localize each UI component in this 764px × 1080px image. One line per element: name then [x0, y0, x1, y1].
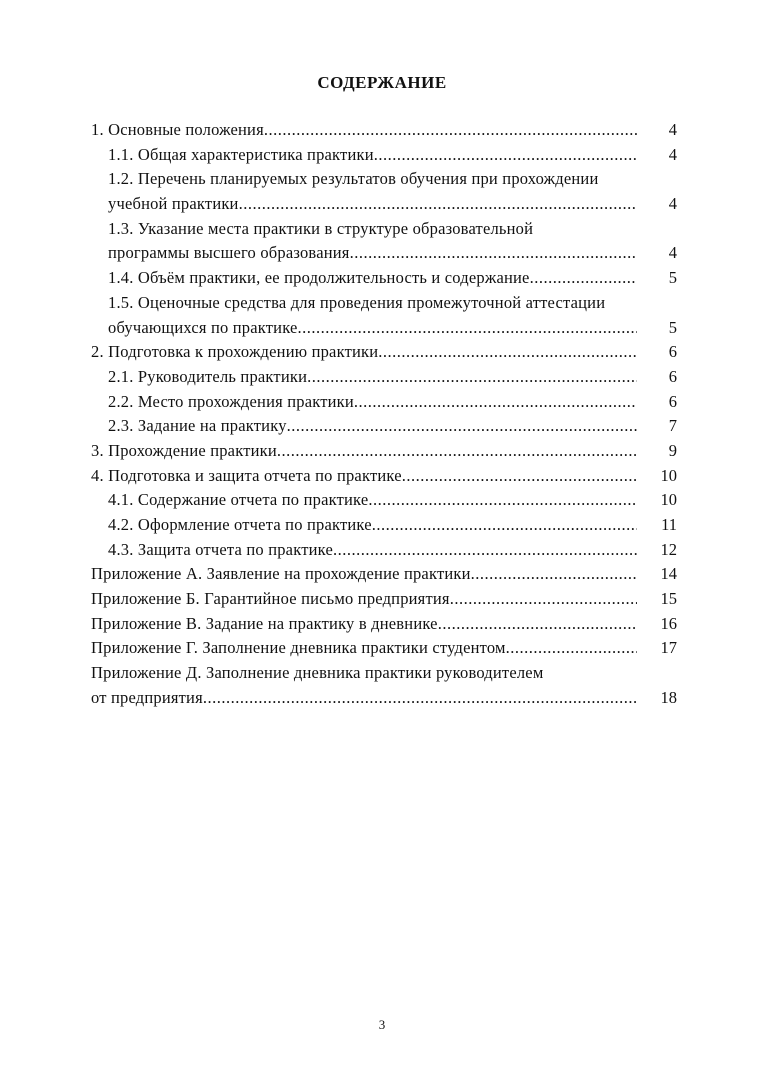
toc-entry	[91, 587, 677, 612]
toc-entry-page: 7	[637, 414, 677, 439]
toc-entry-line	[91, 414, 677, 439]
toc-entry	[91, 390, 677, 415]
toc-entry-line	[91, 217, 677, 242]
toc-entry-page: 14	[637, 562, 677, 587]
toc-entry-line	[91, 241, 677, 266]
toc-entry-page: 10	[637, 488, 677, 513]
toc-entry-title: 2.2. Место прохождения практики	[108, 391, 354, 411]
toc-entry-page: 5	[637, 316, 677, 341]
toc-entry	[91, 661, 677, 710]
toc-entry-line	[91, 661, 677, 686]
toc-entry-title: 4.2. Оформление отчета по практике	[108, 515, 372, 534]
toc-entry-title: 1. Основные положения	[91, 120, 264, 139]
toc-entry-line	[91, 686, 677, 711]
toc-entry-page: 4	[637, 143, 677, 168]
toc-entry-page: 9	[637, 439, 677, 464]
toc-entry	[91, 118, 677, 143]
toc-entry-page: 6	[637, 340, 677, 365]
toc-entry-line	[91, 612, 677, 637]
toc-entry	[91, 167, 677, 216]
page-number: 3	[378, 1017, 386, 1032]
toc-entry-line	[91, 192, 677, 217]
toc-entry-line	[91, 340, 677, 365]
table-of-contents	[91, 118, 677, 711]
toc-entry	[91, 488, 677, 513]
toc-entry-title: 1.5. Оценочные средства для проведения промежуточной аттестации	[108, 292, 606, 312]
toc-entry-title: 1.3. Указание места практики в структуре образовательной	[108, 218, 534, 238]
toc-entry	[91, 365, 677, 390]
toc-entry	[91, 143, 677, 168]
toc-entry-title: 4. Подготовка и защита отчета по практике	[91, 465, 402, 485]
toc-entry-page: 4	[637, 241, 677, 266]
toc-entry-title: 4.1. Содержание отчета по практике	[108, 490, 369, 510]
toc-entry	[91, 414, 677, 439]
toc-entry-title: 2. Подготовка к прохождению практики	[91, 342, 379, 362]
toc-entry	[91, 538, 677, 563]
toc-entry	[91, 217, 677, 266]
toc-entry-line	[91, 636, 677, 661]
toc-entry-page: 15	[637, 587, 677, 612]
toc-entry-line	[91, 439, 677, 464]
toc-entry-page: 11	[637, 513, 677, 538]
toc-entry-title: Приложение Б. Гарантийное письмо предприятия	[91, 589, 450, 609]
toc-entry-title: программы высшего образования	[108, 243, 350, 263]
toc-entry-title: Приложение В. Задание на практику в дневнике	[91, 613, 438, 633]
toc-entry-page: 4	[637, 118, 677, 143]
toc-entry-line	[91, 562, 677, 587]
toc-entry-page: 10	[637, 464, 677, 489]
toc-entry-line	[91, 167, 677, 192]
toc-entry-line	[91, 365, 677, 390]
toc-entry	[91, 612, 677, 637]
toc-entry-page: 18	[637, 686, 677, 711]
toc-entry-page: 4	[637, 192, 677, 217]
toc-entry-title: учебной практики	[108, 194, 239, 214]
toc-entry-title: 4.3. Защита отчета по практике	[108, 539, 333, 559]
toc-entry	[91, 439, 677, 464]
toc-entry-title: 1.2. Перечень планируемых результатов обучения при прохождении	[108, 169, 599, 189]
toc-entry-title: 3. Прохождение практики	[91, 440, 277, 460]
toc-entry-page: 16	[637, 612, 677, 637]
toc-entry-title: 2.1. Руководитель практики	[108, 366, 308, 386]
toc-entry-line	[91, 266, 677, 291]
toc-entry-title: 1.1. Общая характеристика практики	[108, 144, 374, 164]
toc-entry-title: обучающихся по практике	[108, 317, 298, 337]
toc-entry-page: 12	[637, 538, 677, 563]
toc-entry-line	[91, 390, 677, 415]
toc-entry	[91, 340, 677, 365]
toc-entry-title: Приложение А. Заявление на прохождение практики	[91, 564, 471, 584]
toc-entry-title: 1.4. Объём практики, ее продолжительность и содержание	[108, 268, 530, 288]
toc-entry-line	[91, 316, 677, 341]
toc-entry-line	[91, 488, 677, 513]
toc-entry-page: 6	[637, 390, 677, 415]
toc-entry-line	[91, 118, 677, 143]
toc-entry	[91, 464, 677, 489]
toc-entry	[91, 291, 677, 340]
toc-entry	[91, 636, 677, 661]
toc-entry-title: Приложение Д. Заполнение дневника практики руководителем	[91, 663, 544, 683]
toc-entry	[91, 562, 677, 587]
toc-entry-line	[91, 143, 677, 168]
toc-entry	[91, 266, 677, 291]
page-title: СОДЕРЖАНИЕ	[317, 73, 447, 92]
toc-entry	[91, 513, 677, 538]
toc-entry-title: 2.3. Задание на практику	[108, 416, 287, 436]
toc-entry-line	[91, 513, 677, 538]
toc-entry-line	[91, 587, 677, 612]
toc-entry-line	[91, 464, 677, 489]
toc-entry-title: Приложение Г. Заполнение дневника практики студентом	[91, 638, 506, 658]
toc-entry-page: 6	[637, 365, 677, 390]
toc-entry-title: от предприятия	[91, 687, 203, 707]
toc-entry-page: 17	[637, 636, 677, 661]
toc-entry-line	[91, 538, 677, 563]
toc-entry-line	[91, 291, 677, 316]
toc-entry-page: 5	[637, 266, 677, 291]
